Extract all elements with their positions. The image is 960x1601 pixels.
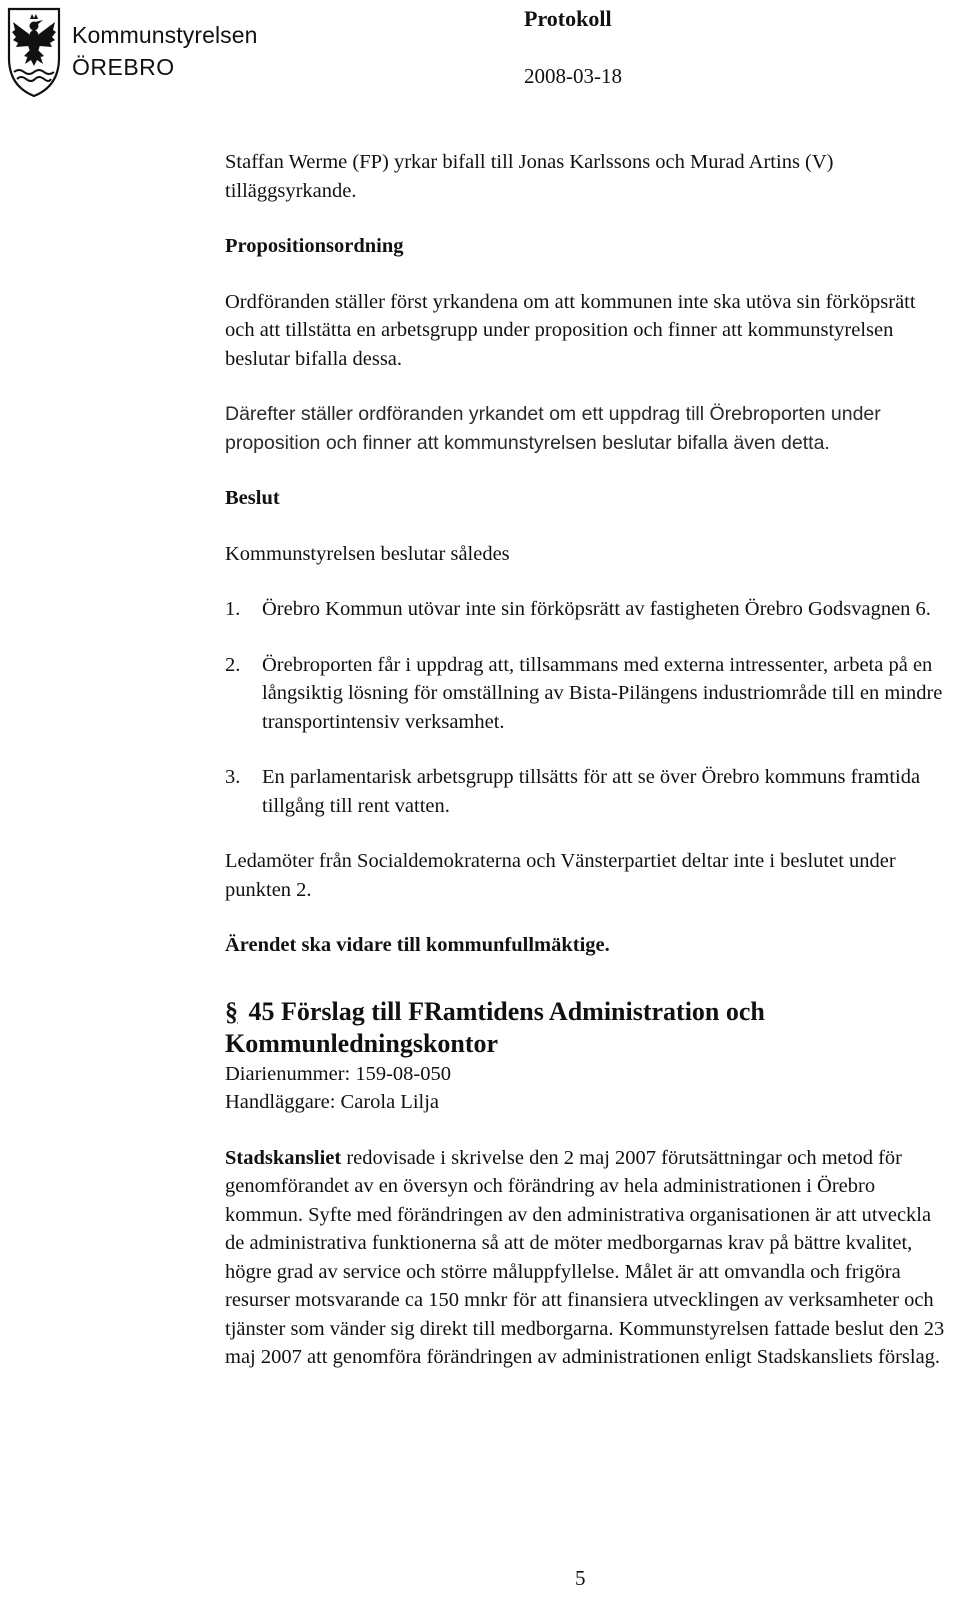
- document-body: [225, 148, 950, 1399]
- decision-item-number: 2.: [225, 653, 241, 676]
- decision-item-number: 1.: [225, 598, 241, 620]
- proposition-paragraph-2: Därefter ställer ordföranden yrkandet om ett uppdrag till Örebroporten under proposition och finner att kommunstyrelsen beslutar bifalla även detta.: [225, 403, 881, 454]
- decision-item: [225, 595, 950, 624]
- abstain-note: Ledamöter från Socialdemokraterna och Vänsterpartiet deltar inte i beslutet under punkten 2.: [225, 850, 896, 901]
- section-title: [225, 996, 950, 1060]
- decision-item-text: En parlamentarisk arbetsgrupp tillsätts för att se över Örebro kommuns framtida tillgång till rent vatten.: [262, 766, 921, 817]
- municipality-logo: [5, 6, 325, 102]
- section-meta: [225, 1060, 950, 1117]
- page-number: 5: [575, 1566, 586, 1590]
- section-paragraph-text: redovisade i skrivelse den 2 maj 2007 förutsättningar och metod för genomförandet av en översyn och förändring av hela administrationen i Örebro kommun. Syfte med förändringen av den administrativa organisationen är att utveckla de administrativa funktionerna så att de möter medborgarnas krav på bättre kvalitet, högre grad av service och större måluppfyllelse. Målet är att omvandla och frigöra resurser motsvarande ca 150 mnkr för att finansiera utvecklingen av verksamheter och tjänster som vänder sig direkt till medborgarna. Kommunstyrelsen fattade beslut den 23 maj 2007 att genomföra förändringen av administrationen enligt Stadskansliets förslag.: [225, 1146, 945, 1368]
- coat-of-arms-icon: [5, 6, 63, 98]
- decision-item-number: 3.: [225, 766, 241, 788]
- section-number: 45: [248, 996, 275, 1026]
- decision-list: [225, 595, 950, 820]
- forward-note: Ärendet ska vidare till kommunfullmäktige.: [225, 934, 610, 956]
- document-date: 2008-03-18: [524, 64, 622, 88]
- decision-item: [225, 651, 950, 737]
- diarienummer: Diarienummer: 159-08-050: [225, 1062, 452, 1085]
- decision-item-text: Örebro Kommun utövar inte sin förköpsrätt av fastigheten Örebro Godsvagnen 6.: [262, 598, 931, 620]
- section-title-text: Förslag till FRamtidens Administration och Kommunledningskontor: [225, 996, 765, 1058]
- intro-paragraph: Staffan Werme (FP) yrkar bifall till Jonas Karlssons och Murad Artins (V) tilläggsyrkande.: [225, 151, 834, 202]
- logo-org-name: Kommunstyrelsen: [72, 22, 258, 48]
- section-paragraph-lead: Stadskansliet: [225, 1146, 342, 1169]
- decision-item-text: Örebroporten får i uppdrag att, tillsammans med externa intressenter, arbeta på en långsiktig lösning för omställning av Bista-Pilängens industriområde till en mindre transportintensiv verksamhet.: [262, 653, 943, 733]
- logo-city-name: ÖREBRO: [72, 54, 175, 80]
- section-paragraph: [225, 1144, 950, 1372]
- decision-item: [225, 763, 950, 820]
- decision-heading: Beslut: [225, 487, 280, 509]
- section-symbol: §: [225, 996, 238, 1026]
- handlaggare: Handläggare: Carola Lilja: [225, 1091, 440, 1113]
- decision-intro: Kommunstyrelsen beslutar således: [225, 542, 510, 565]
- proposition-heading: Propositionsordning: [225, 235, 404, 257]
- document-type: Protokoll: [524, 6, 612, 31]
- proposition-paragraph-1: Ordföranden ställer först yrkandena om att kommunen inte ska utöva sin förköpsrätt och att tillstätta en arbetsgrupp under proposition och finner att kommunstyrelsen beslutar bifalla dessa.: [225, 290, 916, 370]
